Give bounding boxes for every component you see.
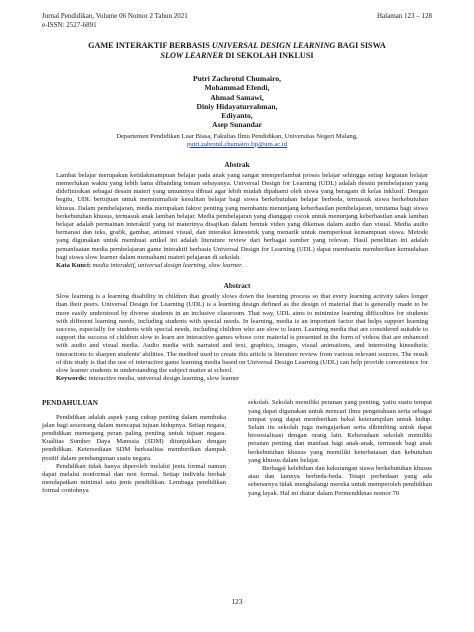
page-number: 123 — [231, 597, 243, 606]
abstract-heading: Abstract — [223, 282, 251, 291]
author: Putri Zachrotul Chumairo, — [192, 74, 282, 83]
abstract-keywords-label: Keywords: — [56, 375, 87, 383]
right-column — [248, 399, 432, 497]
abstrak-body: Lambat belajar merupakan ketidakmampuan belajar pada anak yang sangat memperlambat proses belajar sehingga setiap kegiatan belajar memerlukan waktu yang lebih lama dibanding teman sebayanya. Universal Design for Learning (UDL) adalah desain pembelajaran yang didefinisikan sebagai desain materi yang umumnya dibuat agar lebih mudah dipahami oleh siswa yang beragam di kelas inklusif. Dengan begitu, UDL bertujuan untuk meminimalisir kesulitan belajar bagi siswa berkebutuhan belajar berbeda, termasuk siswa berkebutuhan khusus. Dalam pembelajaran, media merupakan faktor penting yang membantu menunjang keberhasilan pembelajaran, terutama bagi siswa berkebutuhan khusus, termasuk anak lamban belajar. Media pembelajaran yang dianggap cocok untuk menunjang keberhasilan anak lamban belajar adalah permainan interaktif yang isi materinya disajikan dalam bentuk video yang dikemas dalam audio dan visual. Media audio bernarasi dan teks, grafik, gambar, animasi visual, dan interaksi kinestetik yang menarik untuk memperkuat kemampuan siswa. Metode yang digunakan untuk membuat artikel ini adalah literature review dari berbagai sumber yang relevan. Hasil penelitian ini adalah pemanfaatan media pembelajaran game interaktif berbasis Universal Design for Learning (UDL) dapat membantu memberikan kemudahan bagi siswa slow learner dalam memahami materi pelajaran di sekolah. — [56, 171, 428, 261]
paragraph: Pendidikan tidak hanya diperoleh melalui jenis formal namun dapat melalui nonformal dan non formal. Setiap individu berhak mendapatkan minimal satu jenis pendidikan. Lembaga pendidikan formal contohnya — [42, 462, 226, 495]
paper-title — [42, 41, 432, 60]
journal-issn: e-ISSN: 2527-6891 — [42, 20, 97, 29]
abstract-section — [56, 293, 432, 383]
author: Ahmad Samawi, — [210, 92, 264, 102]
running-head — [42, 12, 432, 29]
affiliation: Departemen Pendidikan Luar Biasa, Fakultas Ilmu Pendidikan, Universitas Negeri Malang, — [116, 132, 358, 140]
section-heading-pendahuluan: PENDAHULUAN — [42, 399, 98, 408]
abstrak-keywords-value: media interaktif, universal design learning, slow learner. — [90, 262, 243, 270]
author: Asep Sunandar — [211, 120, 262, 130]
abstract-keywords — [56, 375, 428, 383]
author: Mohammad Efendi, — [204, 83, 270, 93]
title-part-2: BAGI SISWA — [335, 41, 386, 50]
author: Diniy Hidayaturrahman, — [196, 101, 278, 111]
paragraph: Berbagai kelebihan dan kekurangan siswa berkebutuhan khusus atau dan lainnya berbeda-beda. Tetapi perbedaan yang ada sebenarnya tidak menghalangi mereka untuk memperoleh pendidikan yang layak. Hal ini diatur dalam Permendiknas nomor 70 — [248, 465, 432, 497]
paragraph: Pendidikan adalah aspek yang cukup penting dalam membuka jalan bagi seseorang dalam mencapai tujuan hidupnya. Setiap negara, pendidikan memegang peran paling penting untuk tujuan negara. Kualitas Sumber Daya Manusia (SDM) ditunjukkan dengan pendidikan. Ketersediaan SDM berkualitas memberikan dampak positif dalam pembangunan suatu negara. — [42, 413, 226, 462]
title-italic-1: UNIVERSAL DESIGN LEARNING — [211, 41, 336, 50]
abstract-body: Slow learning is a learning disability in children that greatly slows down the learning process so that every learning activity takes longer than their peers. Universal Design for Learning (UDL) is a learning design defined as the design of material that is generally made to be more easily understood by diverse students in an inclusive classroom. That way, UDL aims to minimize learning difficulties for students with different learning needs, including students with special needs. In learning, media is an important factor that helps support learning success, especially for students with special needs, including children who are slow to learn. Learning media that are considered suitable to support the success of children slow to learn are interactive games whose core material is presented in the form of videos that are enhanced with audio and visual media. Audio media with narrated and text, graphics, images, visual animations, and interesting kinesthetic interactions to sharpen students' abilities. The method used to create this article is literature review from various relevant sources. The result of this study is that the use of interactive game learning media based on Universal Design Learning (UDL) can help provide convenience for slow learner students in understanding the subject matter at school. — [56, 293, 428, 375]
title-part-1: GAME INTERAKTIF BERBASIS — [88, 41, 212, 50]
title-part-3: DI SEKOLAH INKLUSI — [223, 50, 314, 60]
journal-info — [42, 12, 188, 29]
journal-name: Jurnal Pendidikan, Volume 06 Nomor 2 Tahun 2021 — [42, 12, 188, 20]
page-range: Halaman 123 – 128 — [376, 12, 432, 20]
affiliation-block — [42, 133, 432, 149]
abstrak-keywords — [56, 262, 428, 270]
author: Ediyanto, — [221, 111, 253, 121]
abstrak-keywords-label: Kata Kunci: — [56, 262, 91, 270]
abstract-keywords-value: interactive media, universal design learning, slow learner — [86, 375, 240, 383]
paragraph: sekolah. Sekolah memiliki peranan yang penting, yaitu suatu tempat yang dapat digunakan untuk mencari ilmu pengetahuan serta sebagai tempat yang dapat memberikan bekal keterampilan untuk hidup. Selain itu sekolah juga mengajarkan serta dibimbing untuk dapat bersosialisasi dengan orang lain. Keberadaan sekolah memiliki peranan penting dan manfaat bagi anak-anak, termasuk bagi anak berkebutuhan khusus yang memiliki keterbatasan dan kebutuhan yang khusus dalam belajar. — [248, 399, 432, 464]
left-column — [42, 399, 226, 497]
body-columns — [42, 399, 432, 497]
title-italic-2: SLOW LEARNER — [160, 50, 224, 60]
author-email-link[interactable]: putri.zahrotul.chumairo.fip@um.ac.id — [186, 140, 287, 148]
author-list — [42, 74, 432, 130]
abstrak-section — [56, 172, 432, 270]
abstrak-heading: Abstrak — [224, 160, 250, 169]
